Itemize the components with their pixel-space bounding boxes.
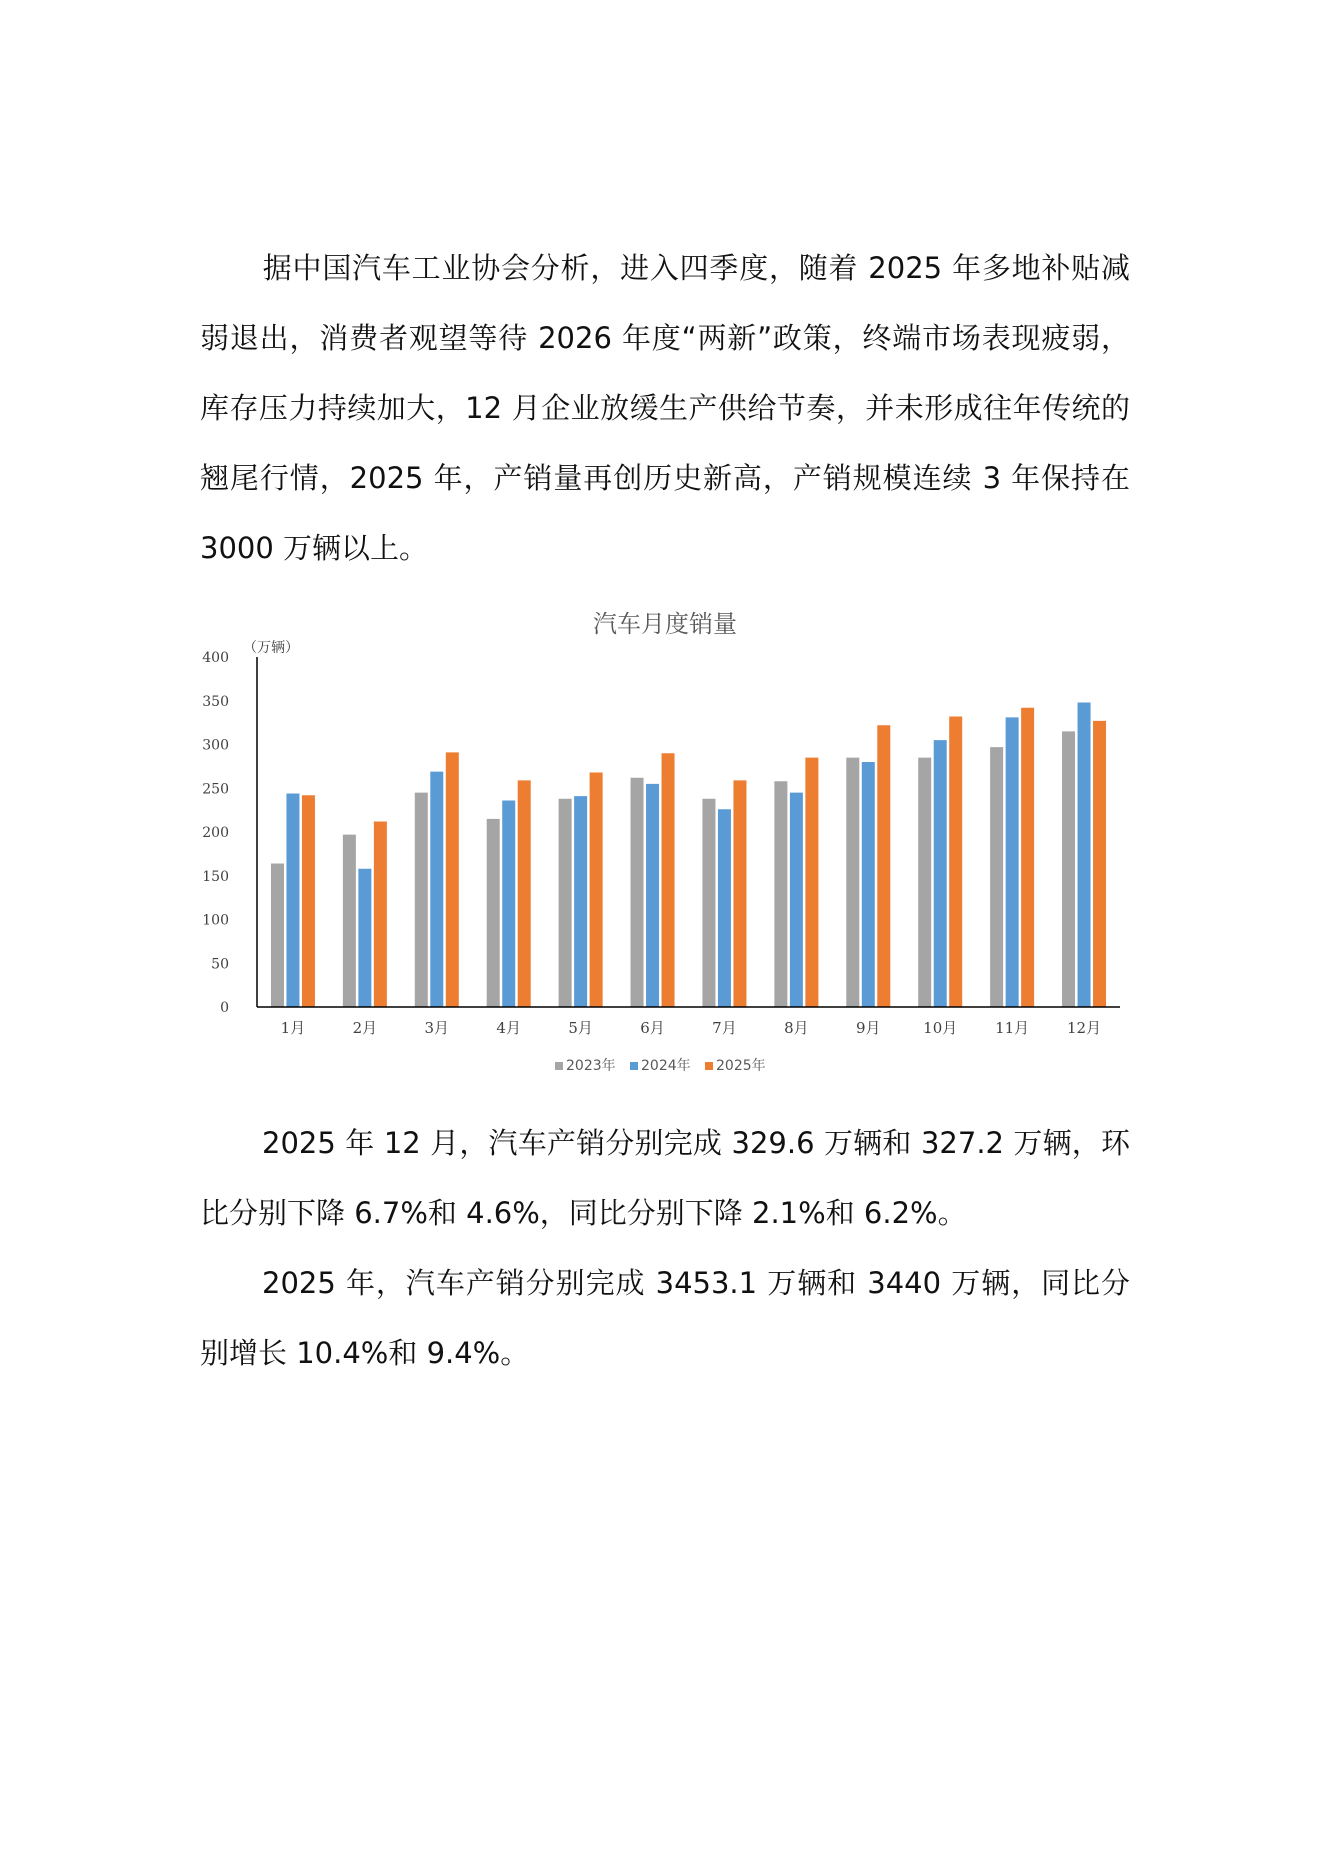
x-tick-label: 7月 [712, 1019, 737, 1037]
y-tick-label: 50 [211, 956, 229, 973]
x-tick-label: 4月 [496, 1019, 521, 1037]
legend-swatch [630, 1062, 638, 1070]
bar [446, 752, 459, 1007]
legend-label: 2024年 [641, 1058, 691, 1074]
paragraph-1-text: 据中国汽车工业协会分析，进入四季度，随着 2025 年多地补贴减弱退出，消费者观望等待 2026 年度“两新”政策，终端市场表现疲弱，库存压力持续加大，12 月企业放缓生产供给节奏，并未形成往年传统的翘尾行情，2025 年，产销量再创历史新高，产销规模连续 3 年保持在 3000 万辆以上。 [200, 251, 1130, 565]
chart-title: 汽车月度销量 [593, 610, 737, 638]
y-tick-label: 400 [202, 650, 229, 666]
paragraph-2 [200, 1108, 1130, 1248]
bar [559, 799, 572, 1007]
x-axis-labels [281, 1019, 1101, 1037]
x-tick-label: 2月 [352, 1019, 378, 1037]
x-tick-label: 12月 [1066, 1019, 1102, 1037]
x-tick-label: 1月 [280, 1019, 306, 1037]
paragraph-3 [200, 1248, 1130, 1388]
y-axis-unit-label: （万辆） [243, 640, 299, 656]
bar [846, 758, 859, 1007]
y-tick-label: 250 [202, 781, 229, 798]
bar [990, 747, 1003, 1007]
x-tick-label: 11月 [995, 1019, 1030, 1037]
bar [343, 835, 356, 1007]
bar [487, 819, 500, 1007]
bar [518, 780, 531, 1007]
y-tick-label: 350 [202, 693, 229, 710]
legend-swatch [555, 1062, 563, 1070]
x-tick-label: 8月 [784, 1019, 809, 1037]
bar [574, 796, 587, 1007]
y-tick-label: 0 [220, 1000, 229, 1016]
paragraph-3-text: 2025 年，汽车产销分别完成 3453.1 万辆和 3440 万辆，同比分别增长 10.4%和 9.4%。 [200, 1266, 1130, 1370]
legend-label: 2025年 [716, 1058, 766, 1074]
x-tick-label: 10月 [923, 1019, 958, 1037]
bar [790, 793, 803, 1007]
bar [286, 794, 299, 1008]
bar [358, 869, 371, 1007]
bar [415, 793, 428, 1007]
bar [631, 778, 644, 1007]
bar [590, 773, 603, 1008]
bar [662, 753, 675, 1007]
x-tick-label: 3月 [424, 1019, 450, 1037]
bar [805, 758, 818, 1007]
bar [1021, 708, 1034, 1007]
x-tick-label: 5月 [568, 1019, 593, 1037]
y-tick-label: 100 [202, 912, 229, 929]
x-tick-label: 6月 [640, 1019, 665, 1037]
bar [1062, 731, 1075, 1007]
bar [877, 725, 890, 1007]
monthly-sales-chart [195, 597, 1135, 1087]
bar [934, 740, 947, 1007]
bar [374, 822, 387, 1008]
legend-swatch [705, 1062, 713, 1070]
y-axis-ticks [202, 650, 229, 1016]
bar [949, 717, 962, 1008]
y-tick-label: 150 [202, 868, 229, 885]
bar [718, 809, 731, 1007]
bar [271, 864, 284, 1008]
bar [502, 801, 515, 1008]
bar [702, 799, 715, 1007]
bar [918, 758, 931, 1007]
x-tick-label: 9月 [856, 1019, 881, 1037]
legend [555, 1057, 766, 1074]
bar [1078, 703, 1091, 1008]
bar [430, 772, 443, 1007]
bar [646, 784, 659, 1007]
bar [1093, 721, 1106, 1007]
legend-label: 2023年 [566, 1058, 616, 1074]
bar [774, 781, 787, 1007]
paragraph-2-text: 2025 年 12 月，汽车产销分别完成 329.6 万辆和 327.2 万辆，环比分别下降 6.7%和 4.6%，同比分别下降 2.1%和 6.2%。 [200, 1126, 1130, 1230]
y-tick-label: 300 [202, 737, 229, 754]
paragraph-1 [200, 233, 1130, 583]
y-tick-label: 200 [202, 825, 229, 841]
bar [862, 762, 875, 1007]
bar [302, 795, 315, 1007]
bars [271, 703, 1106, 1008]
bar [733, 780, 746, 1007]
bar [1006, 717, 1019, 1007]
